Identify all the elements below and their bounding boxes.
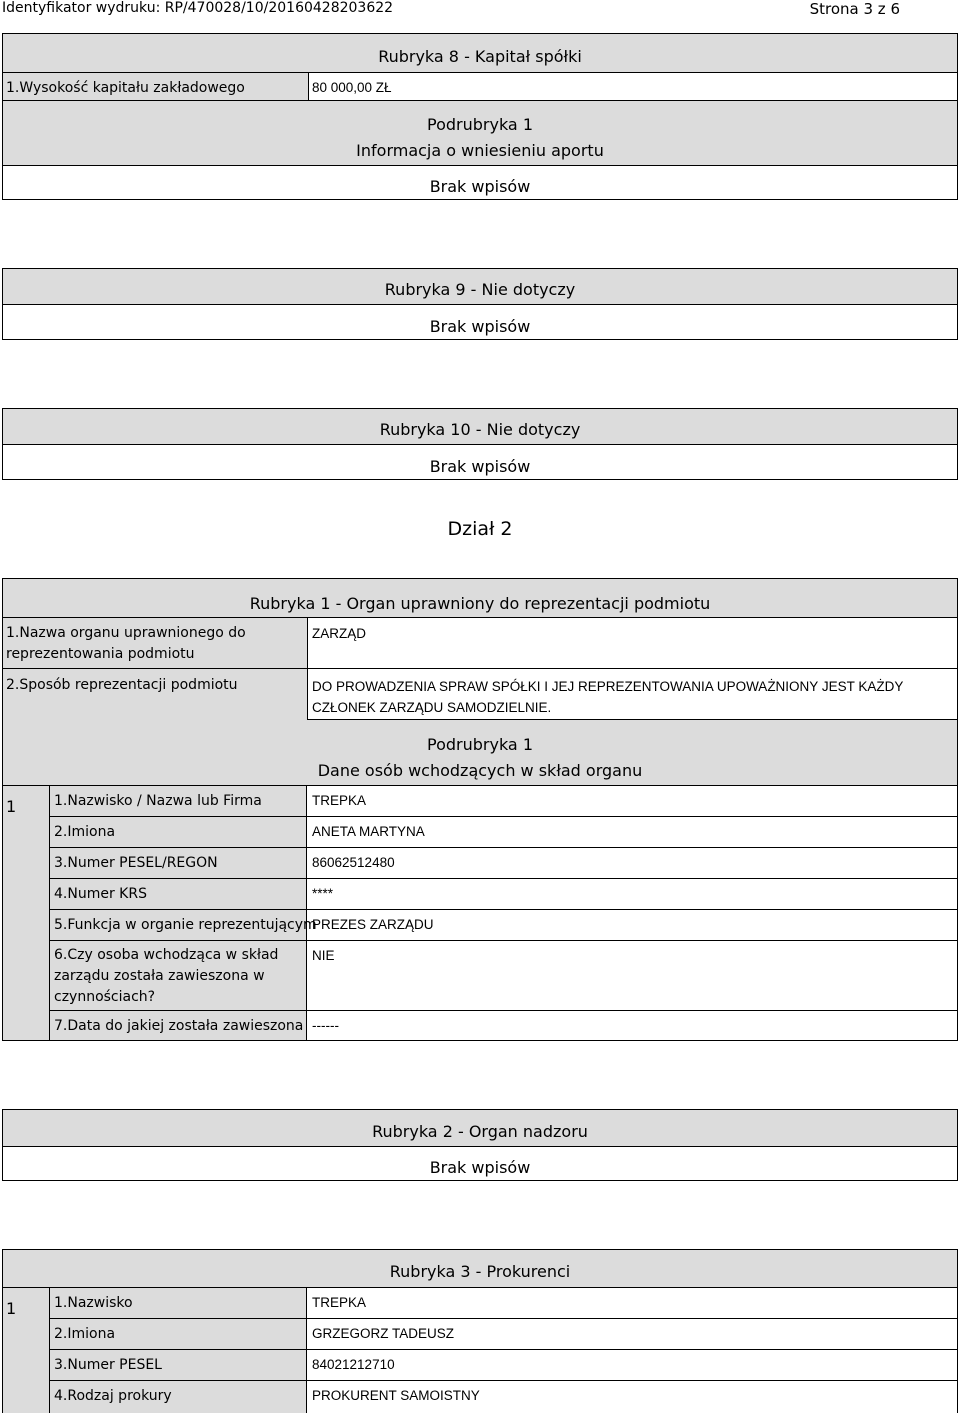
person-pesel-value: 86062512480 [312,855,395,870]
capital-value: 80 000,00 ZŁ [312,80,392,95]
proxy-names-value: GRZEGORZ TADEUSZ [312,1326,455,1341]
person-function-label: 5.Funkcja w organie reprezentującym [54,917,317,933]
person-suspended-date-label: 7.Data do jakiej została zawieszona [54,1018,304,1034]
proxy-type-label: 4.Rodzaj prokury [54,1388,172,1404]
person-krs-label: 4.Numer KRS [54,886,147,902]
person-suspended-label: 6.Czy osoba wchodząca w skład zarządu została zawieszona w czynnościach? [54,947,279,1005]
podrubryka-title: Podrubryka 1 [427,735,533,754]
proxy-pesel-label: 3.Numer PESEL [54,1357,162,1373]
empty-entries: Brak wpisów [429,457,531,476]
person-index: 1 [6,797,17,816]
person-surname-label: 1.Nazwisko / Nazwa lub Firma [54,793,262,809]
rubryka-9-title: Rubryka 9 - Nie dotyczy [384,280,576,299]
divider [2,100,958,101]
empty-entries: Brak wpisów [429,177,531,196]
person-value-cell [306,940,958,1011]
empty-entries: Brak wpisów [429,1158,531,1177]
rubryka-3-title: Rubryka 3 - Prokurenci [389,1262,571,1281]
method-label: 2.Sposób reprezentacji podmiotu [6,677,238,693]
person-suspended-date-value: ------ [312,1018,339,1033]
empty-entries: Brak wpisów [429,317,531,336]
proxy-value-cell [306,1349,958,1381]
person-pesel-label: 3.Numer PESEL/REGON [54,855,218,871]
podrubryka-subtitle: Informacja o wniesieniu aportu [356,141,604,160]
person-suspended-value: NIE [312,948,335,963]
person-krs-value: **** [312,886,334,901]
proxy-surname-value: TREPKA [312,1295,367,1310]
proxy-pesel-value: 84021212710 [312,1357,395,1372]
proxy-surname-label: 1.Nazwisko [54,1295,133,1311]
podrubryka-subtitle: Dane osób wchodzących w skład organu [317,761,643,780]
method-value: DO PROWADZENIA SPRAW SPÓŁKI I JEJ REPREZENTOWANIA UPOWAŻNIONY JEST KAŻDY CZŁONEK ZARZĄDU SAMODZIELNIE. [312,679,904,715]
print-id: Identyfikator wydruku: RP/470028/10/20160428203622 [2,0,394,16]
rubryka-10-title: Rubryka 10 - Nie dotyczy [379,420,581,439]
rubryka-1-title: Rubryka 1 - Organ uprawniony do reprezentacji podmiotu [249,594,711,613]
print-header [0,0,960,20]
person-names-value: ANETA MARTYNA [312,824,425,839]
organ-value: ZARZĄD [312,626,366,641]
person-surname-value: TREPKA [312,793,367,808]
rubryka-2-title: Rubryka 2 - Organ nadzoru [372,1122,588,1141]
person-index-cell [2,785,50,1041]
person-value-cell [306,785,958,817]
capital-label: 1.Wysokość kapitału zakładowego [6,80,245,96]
organ-value-cell [307,617,958,669]
person-value-cell [306,847,958,879]
capital-value-cell [308,72,958,101]
page-number: Strona 3 z 6 [809,0,900,18]
rubryka-8-title: Rubryka 8 - Kapitał spółki [378,47,582,66]
podrubryka-title: Podrubryka 1 [427,115,533,134]
proxy-names-label: 2.Imiona [54,1326,116,1342]
person-function-value: PREZES ZARZĄDU [312,917,434,932]
proxy-value-cell [306,1287,958,1319]
dzial-2-title: Dział 2 [447,518,513,540]
person-names-label: 2.Imiona [54,824,116,840]
proxy-type-value: PROKURENT SAMOISTNY [312,1388,480,1403]
organ-label: 1.Nazwa organu uprawnionego do reprezentowania podmiotu [6,625,246,662]
person-value-cell [306,1010,958,1041]
person-value-cell [306,878,958,910]
proxy-index: 1 [6,1299,17,1318]
